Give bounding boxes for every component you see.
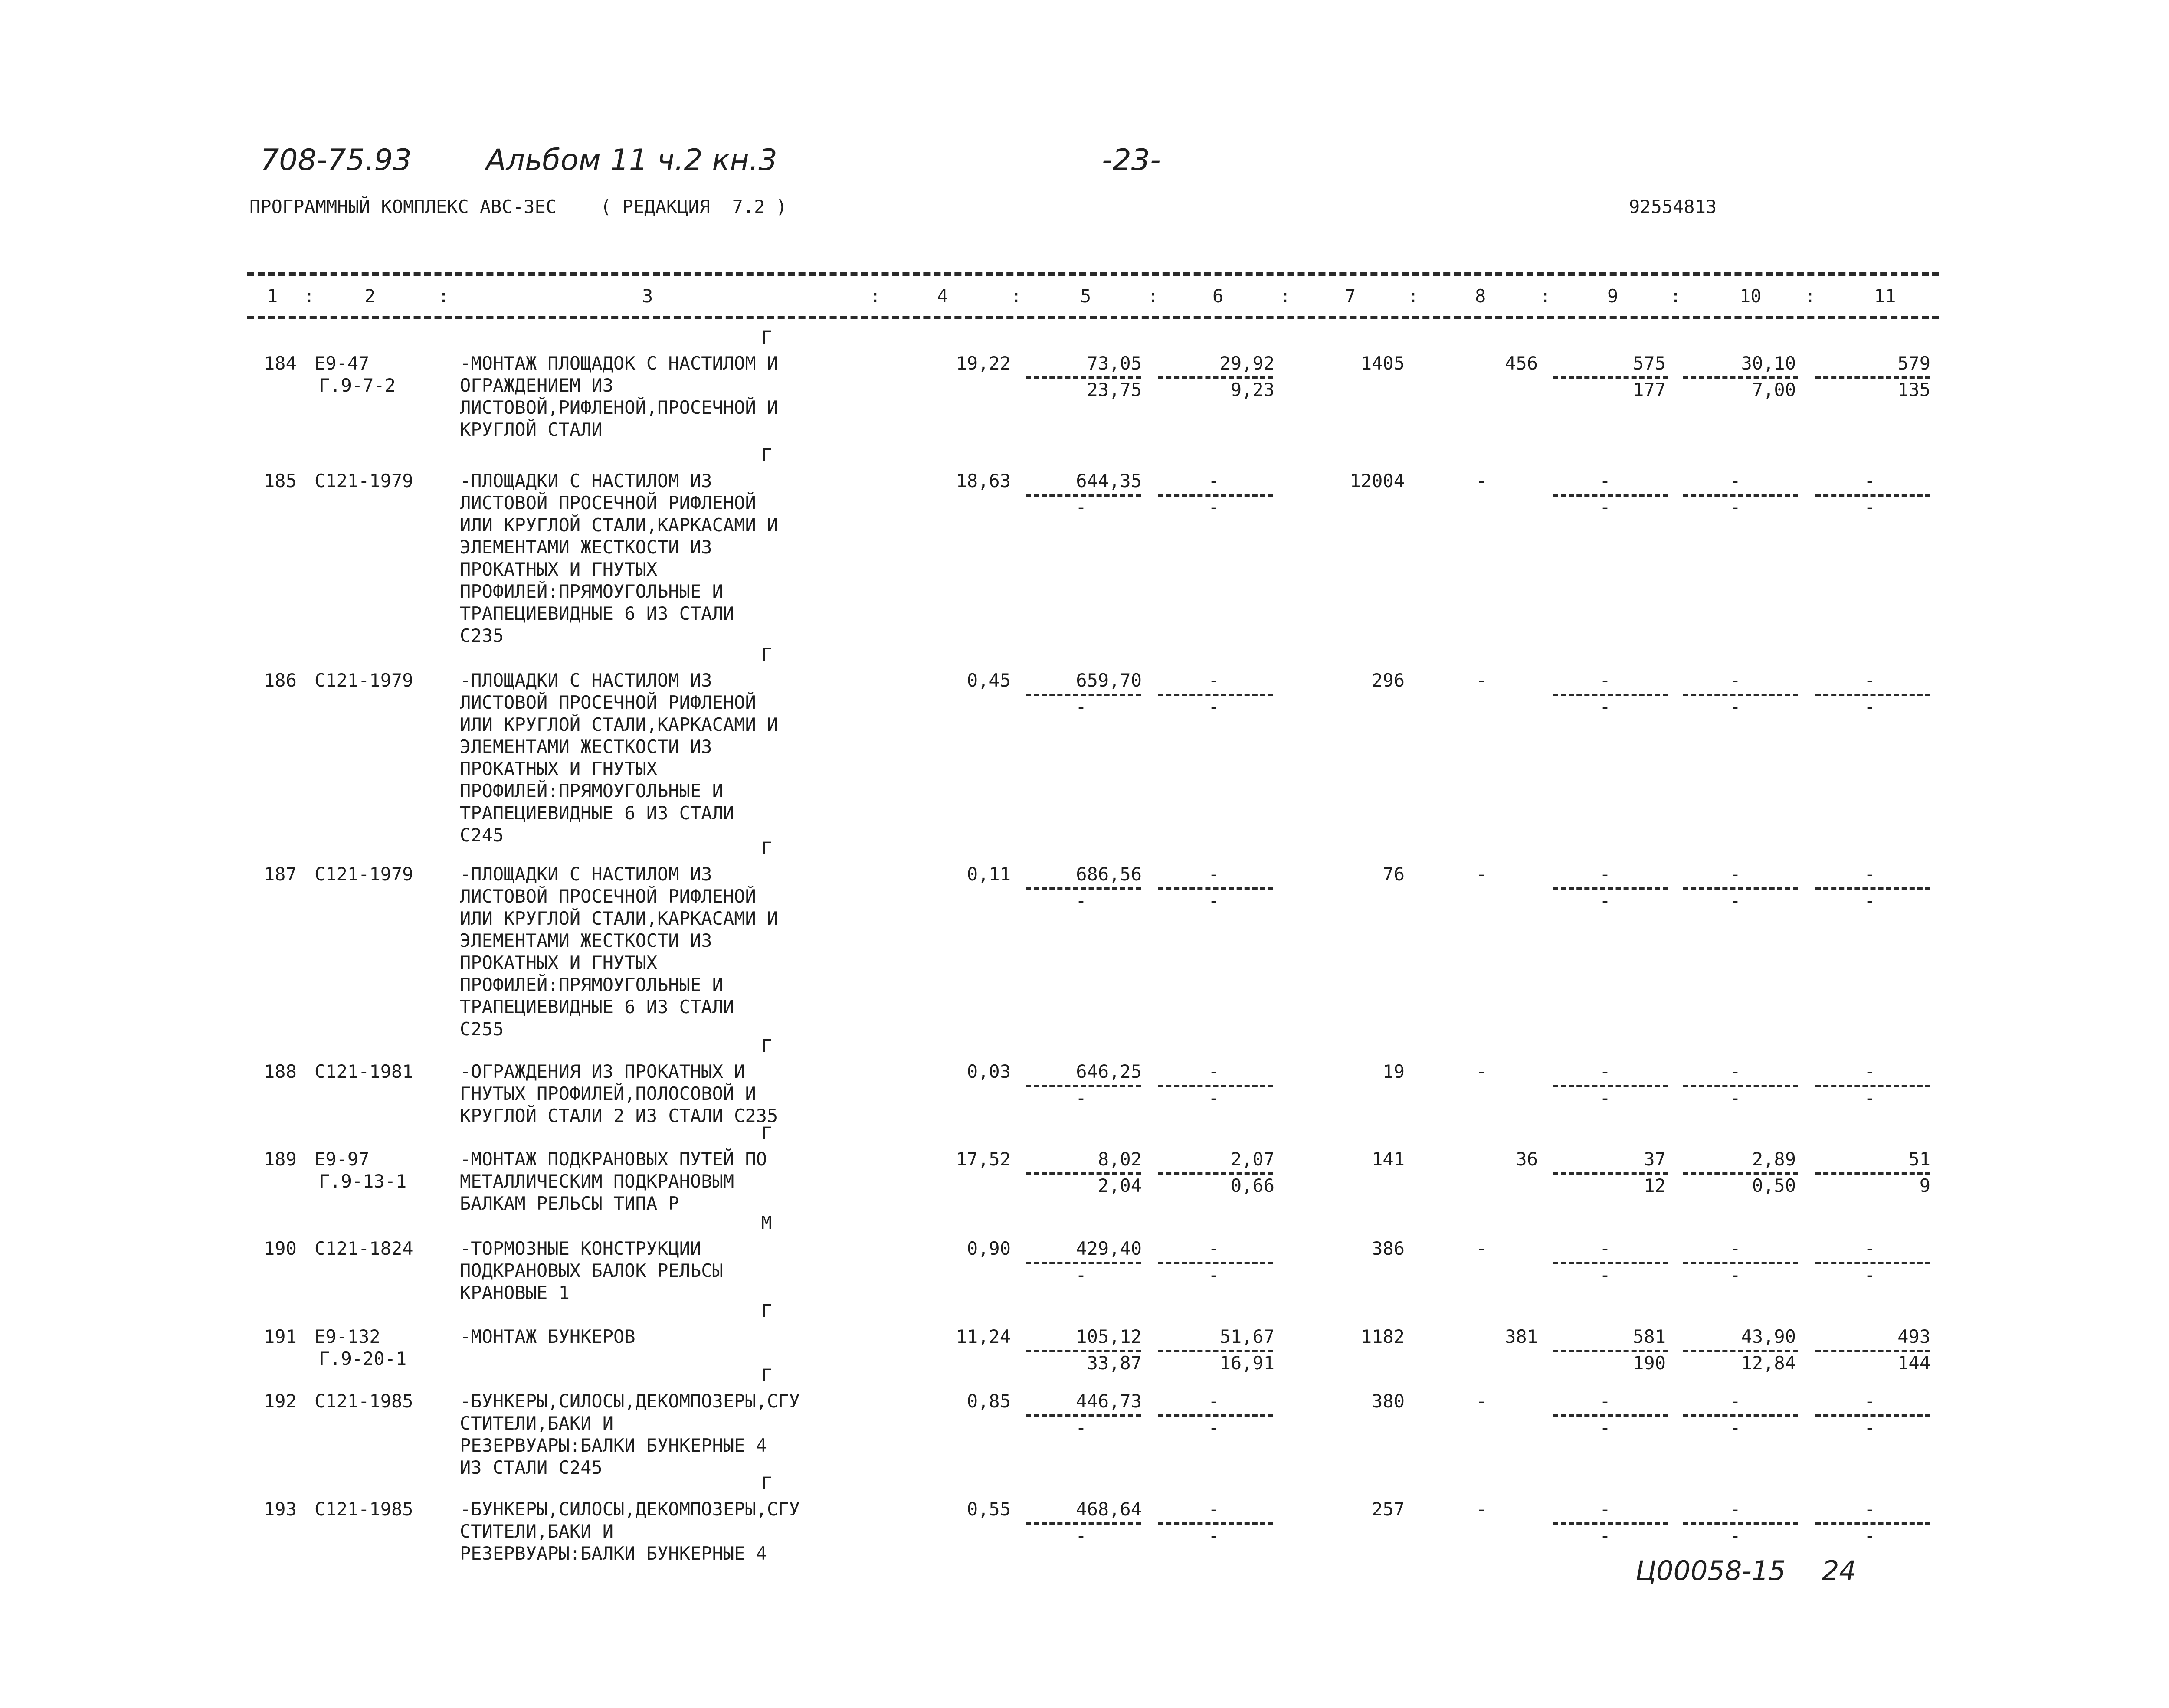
cell-c6: - xyxy=(1208,1391,1219,1412)
cell-c9-secondary: - xyxy=(1599,1264,1611,1286)
cell-c9-secondary: 190 xyxy=(1633,1352,1666,1374)
cell-c5-secondary: 33,87 xyxy=(1087,1352,1142,1374)
cell-c9: 37 xyxy=(1644,1148,1666,1170)
cell-c7: 1405 xyxy=(1360,353,1405,374)
column-header-2: 2 xyxy=(364,285,376,307)
cell-c9: - xyxy=(1599,1238,1611,1259)
column-header-9: 9 xyxy=(1607,285,1619,307)
cell-c5: 8,02 xyxy=(1098,1148,1142,1170)
row-type-mark: Г xyxy=(761,1036,772,1056)
column-separator: : xyxy=(304,285,315,307)
cell-c9: 581 xyxy=(1633,1326,1666,1347)
cell-c5: 646,25 xyxy=(1076,1061,1142,1082)
row-type-mark: Г xyxy=(761,1301,772,1321)
program-title: ПРОГРАММНЫЙ КОМПЛЕКС АВС-3ЕС ( РЕДАКЦИЯ 7.2 ) xyxy=(249,196,787,217)
cell-c5-secondary: - xyxy=(1075,1264,1087,1286)
cell-c8: - xyxy=(1476,1061,1487,1082)
column-header-11: 11 xyxy=(1874,285,1896,307)
cell-c5-secondary: - xyxy=(1075,1525,1087,1546)
row-description: -ОГРАЖДЕНИЯ ИЗ ПРОКАТНЫХ И ГНУТЫХ ПРОФИЛЕЙ,ПОЛОСОВОЙ И КРУГЛОЙ СТАЛИ 2 ИЗ СТАЛИ С235 xyxy=(460,1061,778,1126)
cell-c5-secondary: - xyxy=(1075,696,1087,717)
cell-c7: 296 xyxy=(1372,670,1405,691)
column-separator: : xyxy=(1280,285,1291,307)
cell-c6-secondary: - xyxy=(1208,1525,1219,1546)
cell-c6: - xyxy=(1208,1238,1219,1259)
cell-c5-secondary: - xyxy=(1075,497,1087,518)
cell-c8: - xyxy=(1476,1238,1487,1259)
cell-c11-secondary: - xyxy=(1864,1087,1875,1109)
row-number: 189 xyxy=(264,1148,297,1170)
cell-c5-secondary: - xyxy=(1075,1417,1087,1438)
cell-c9-secondary: - xyxy=(1599,1087,1611,1109)
row-description: -ПЛОЩАДКИ С НАСТИЛОМ ИЗ ЛИСТОВОЙ ПРОСЕЧНОЙ РИФЛЕНОЙ ИЛИ КРУГЛОЙ СТАЛИ,КАРКАСАМИ И ЭЛЕМЕНТАМИ ЖЕСТКОСТИ ИЗ ПРОКАТНЫХ И ГНУТЫХ ПРОФИЛЕЙ:ПРЯМОУГОЛЬНЫЕ И ТРАПЕЦИЕВИДНЫЕ 6 ИЗ СТАЛИ С255 xyxy=(460,864,778,1040)
cell-c4: 0,85 xyxy=(967,1391,1011,1412)
cell-c7: 380 xyxy=(1372,1391,1405,1412)
cell-c5-secondary: 23,75 xyxy=(1087,379,1142,400)
cell-c7: 1182 xyxy=(1360,1326,1405,1347)
cell-c6-secondary: - xyxy=(1208,1087,1219,1109)
row-code: Е9-97 xyxy=(315,1148,370,1170)
cell-c11-secondary: 135 xyxy=(1897,379,1930,400)
cell-c8: 456 xyxy=(1505,353,1538,374)
column-header-3: 3 xyxy=(642,285,653,307)
row-number: 190 xyxy=(264,1238,297,1259)
row-number: 188 xyxy=(264,1061,297,1082)
cell-c7: 19 xyxy=(1383,1061,1405,1082)
row-type-mark: Г xyxy=(761,839,772,859)
cell-c10: - xyxy=(1730,864,1741,885)
cell-c7: 76 xyxy=(1383,864,1405,885)
row-description: -МОНТАЖ ПЛОЩАДОК С НАСТИЛОМ И ОГРАЖДЕНИЕМ ИЗ ЛИСТОВОЙ,РИФЛЕНОЙ,ПРОСЕЧНОЙ И КРУГЛОЙ СТАЛИ xyxy=(460,353,778,440)
cell-c8: 381 xyxy=(1505,1326,1538,1347)
cell-c11-secondary: 9 xyxy=(1919,1175,1930,1196)
row-description: -ПЛОЩАДКИ С НАСТИЛОМ ИЗ ЛИСТОВОЙ ПРОСЕЧНОЙ РИФЛЕНОЙ ИЛИ КРУГЛОЙ СТАЛИ,КАРКАСАМИ И ЭЛЕМЕНТАМИ ЖЕСТКОСТИ ИЗ ПРОКАТНЫХ И ГНУТЫХ ПРОФИЛЕЙ:ПРЯМОУГОЛЬНЫЕ И ТРАПЕЦИЕВИДНЫЕ 6 ИЗ СТАЛИ С245 xyxy=(460,670,778,846)
cell-c4: 18,63 xyxy=(956,470,1011,491)
cell-c9: - xyxy=(1599,1391,1611,1412)
cell-c9-secondary: - xyxy=(1599,1525,1611,1546)
cell-c10: - xyxy=(1730,1061,1741,1082)
cell-c10-secondary: - xyxy=(1730,1525,1741,1546)
row-code-secondary: Г.9-13-1 xyxy=(319,1171,407,1192)
column-header-5: 5 xyxy=(1080,285,1091,307)
cell-c11-secondary: - xyxy=(1864,1417,1875,1438)
cell-c8: - xyxy=(1476,470,1487,491)
cell-c11: - xyxy=(1864,670,1875,691)
column-header-8: 8 xyxy=(1475,285,1486,307)
cell-c5: 105,12 xyxy=(1076,1326,1142,1347)
cell-c9: - xyxy=(1599,670,1611,691)
row-code: С121-1985 xyxy=(315,1499,413,1520)
cell-c10: 43,90 xyxy=(1741,1326,1796,1347)
cell-c11: - xyxy=(1864,1391,1875,1412)
cell-c10-secondary: - xyxy=(1730,1264,1741,1286)
cell-c11: - xyxy=(1864,1499,1875,1520)
table-top-rule xyxy=(247,272,1939,276)
column-separator: : xyxy=(870,285,881,307)
cell-c4: 0,03 xyxy=(967,1061,1011,1082)
row-type-mark: Г xyxy=(761,445,772,465)
cell-c5: 644,35 xyxy=(1076,470,1142,491)
handwritten-stamp: Ц00058-15 xyxy=(1635,1555,1786,1587)
handwritten-album-label: Альбом 11 ч.2 кн.3 xyxy=(486,143,777,177)
cell-c10-secondary: - xyxy=(1730,497,1741,518)
handwritten-sheet-number: 24 xyxy=(1822,1555,1856,1587)
cell-c6-secondary: 9,23 xyxy=(1230,379,1275,400)
cell-c6-secondary: 0,66 xyxy=(1230,1175,1275,1196)
cell-c11: 51 xyxy=(1908,1148,1930,1170)
cell-c4: 0,55 xyxy=(967,1499,1011,1520)
cell-c8: - xyxy=(1476,670,1487,691)
handwritten-page-number: -23- xyxy=(1102,143,1161,177)
cell-c6: - xyxy=(1208,670,1219,691)
column-separator: : xyxy=(1540,285,1551,307)
cell-c10-secondary: - xyxy=(1730,890,1741,911)
cell-c8: 36 xyxy=(1516,1148,1538,1170)
column-header-10: 10 xyxy=(1740,285,1762,307)
row-number: 186 xyxy=(264,670,297,691)
document-number: 92554813 xyxy=(1629,196,1717,217)
cell-c5: 446,73 xyxy=(1076,1391,1142,1412)
row-type-mark: Г xyxy=(761,328,772,348)
column-separator: : xyxy=(1670,285,1681,307)
cell-c9-secondary: - xyxy=(1599,1417,1611,1438)
cell-c9: - xyxy=(1599,1061,1611,1082)
cell-c10: - xyxy=(1730,1499,1741,1520)
cell-c4: 17,52 xyxy=(956,1148,1011,1170)
cell-c4: 0,11 xyxy=(967,864,1011,885)
cell-c11-secondary: - xyxy=(1864,1525,1875,1546)
cell-c6: 2,07 xyxy=(1230,1148,1275,1170)
cell-c10-secondary: 12,84 xyxy=(1741,1352,1796,1374)
cell-c9-secondary: 12 xyxy=(1644,1175,1666,1196)
cell-c4: 0,90 xyxy=(967,1238,1011,1259)
row-number: 193 xyxy=(264,1499,297,1520)
cell-c6: 51,67 xyxy=(1219,1326,1275,1347)
column-separator: : xyxy=(1147,285,1159,307)
table-header-rule xyxy=(247,316,1939,319)
cell-c10: 30,10 xyxy=(1741,353,1796,374)
cell-c10-secondary: - xyxy=(1730,1417,1741,1438)
cell-c9-secondary: - xyxy=(1599,497,1611,518)
cell-c9-secondary: - xyxy=(1599,890,1611,911)
row-code-secondary: Г.9-7-2 xyxy=(319,375,396,396)
row-number: 185 xyxy=(264,470,297,491)
cell-c5: 686,56 xyxy=(1076,864,1142,885)
cell-c9: - xyxy=(1599,864,1611,885)
cell-c11: 579 xyxy=(1897,353,1930,374)
cell-c9: - xyxy=(1599,470,1611,491)
row-type-mark: Г xyxy=(761,1366,772,1386)
row-number: 187 xyxy=(264,864,297,885)
cell-c11-secondary: - xyxy=(1864,1264,1875,1286)
cell-c4: 0,45 xyxy=(967,670,1011,691)
row-type-mark: Г xyxy=(761,1124,772,1144)
cell-c8: - xyxy=(1476,1499,1487,1520)
row-number: 192 xyxy=(264,1391,297,1412)
cell-c11-secondary: - xyxy=(1864,890,1875,911)
cell-c7: 257 xyxy=(1372,1499,1405,1520)
column-header-4: 4 xyxy=(937,285,948,307)
cell-c10-secondary: 0,50 xyxy=(1752,1175,1796,1196)
cell-c11: - xyxy=(1864,1061,1875,1082)
column-separator: : xyxy=(1408,285,1419,307)
cell-c11: - xyxy=(1864,864,1875,885)
cell-c8: - xyxy=(1476,864,1487,885)
handwritten-document-code: 708-75.93 xyxy=(260,143,412,177)
cell-c6: - xyxy=(1208,470,1219,491)
cell-c6-secondary: - xyxy=(1208,1264,1219,1286)
cell-c11-secondary: 144 xyxy=(1897,1352,1930,1374)
cell-c9: 575 xyxy=(1633,353,1666,374)
cell-c6-secondary: - xyxy=(1208,497,1219,518)
cell-c5-secondary: - xyxy=(1075,890,1087,911)
row-code: С121-1979 xyxy=(315,670,413,691)
cell-c10: 2,89 xyxy=(1752,1148,1796,1170)
cell-c10-secondary: - xyxy=(1730,696,1741,717)
row-description: -МОНТАЖ ПОДКРАНОВЫХ ПУТЕЙ ПО МЕТАЛЛИЧЕСКИМ ПОДКРАНОВЫМ БАЛКАМ РЕЛЬСЫ ТИПА Р xyxy=(460,1148,767,1214)
cell-c5: 468,64 xyxy=(1076,1499,1142,1520)
cell-c11: - xyxy=(1864,1238,1875,1259)
cell-c6: 29,92 xyxy=(1219,353,1275,374)
cell-c6-secondary: - xyxy=(1208,1417,1219,1438)
row-description: -БУНКЕРЫ,СИЛОСЫ,ДЕКОМПОЗЕРЫ,СГУ СТИТЕЛИ,БАКИ И РЕЗЕРВУАРЫ:БАЛКИ БУНКЕРНЫЕ 4 ИЗ СТАЛИ С245 xyxy=(460,1391,800,1478)
column-header-1: 1 xyxy=(267,285,278,307)
cell-c9: - xyxy=(1599,1499,1611,1520)
cell-c10: - xyxy=(1730,1391,1741,1412)
row-description: -БУНКЕРЫ,СИЛОСЫ,ДЕКОМПОЗЕРЫ,СГУ СТИТЕЛИ,БАКИ И РЕЗЕРВУАРЫ:БАЛКИ БУНКЕРНЫЕ 4 xyxy=(460,1499,800,1564)
column-header-6: 6 xyxy=(1212,285,1224,307)
cell-c4: 11,24 xyxy=(956,1326,1011,1347)
cell-c9-secondary: - xyxy=(1599,696,1611,717)
row-number: 191 xyxy=(264,1326,297,1347)
row-code: Е9-47 xyxy=(315,353,370,374)
row-description: -МОНТАЖ БУНКЕРОВ xyxy=(460,1326,636,1347)
cell-c6-secondary: - xyxy=(1208,696,1219,717)
cell-c6: - xyxy=(1208,1499,1219,1520)
cell-c10: - xyxy=(1730,1238,1741,1259)
cell-c9-secondary: 177 xyxy=(1633,379,1666,400)
cell-c6: - xyxy=(1208,864,1219,885)
row-code: Е9-132 xyxy=(315,1326,380,1347)
row-type-mark: Г xyxy=(761,645,772,665)
cell-c5: 429,40 xyxy=(1076,1238,1142,1259)
row-type-mark: Г xyxy=(761,1474,772,1494)
row-description: -ТОРМОЗНЫЕ КОНСТРУКЦИИ ПОДКРАНОВЫХ БАЛОК РЕЛЬСЫ КРАНОВЫЕ 1 xyxy=(460,1238,723,1303)
row-description: -ПЛОЩАДКИ С НАСТИЛОМ ИЗ ЛИСТОВОЙ ПРОСЕЧНОЙ РИФЛЕНОЙ ИЛИ КРУГЛОЙ СТАЛИ,КАРКАСАМИ И ЭЛЕМЕНТАМИ ЖЕСТКОСТИ ИЗ ПРОКАТНЫХ И ГНУТЫХ ПРОФИЛЕЙ:ПРЯМОУГОЛЬНЫЕ И ТРАПЕЦИЕВИДНЫЕ 6 ИЗ СТАЛИ С235 xyxy=(460,470,778,646)
cell-c5-secondary: 2,04 xyxy=(1098,1175,1142,1196)
row-code: С121-1981 xyxy=(315,1061,413,1082)
column-separator: : xyxy=(438,285,449,307)
cell-c10: - xyxy=(1730,670,1741,691)
cell-c11-secondary: - xyxy=(1864,497,1875,518)
cell-c10-secondary: - xyxy=(1730,1087,1741,1109)
row-code-secondary: Г.9-20-1 xyxy=(319,1348,407,1369)
cell-c7: 12004 xyxy=(1350,470,1405,491)
cell-c11: 493 xyxy=(1897,1326,1930,1347)
cell-c7: 386 xyxy=(1372,1238,1405,1259)
column-header-7: 7 xyxy=(1345,285,1356,307)
row-code: С121-1979 xyxy=(315,470,413,491)
cell-c5-secondary: - xyxy=(1075,1087,1087,1109)
row-code: С121-1979 xyxy=(315,864,413,885)
cell-c6-secondary: - xyxy=(1208,890,1219,911)
column-separator: : xyxy=(1805,285,1816,307)
cell-c4: 19,22 xyxy=(956,353,1011,374)
cell-c5: 73,05 xyxy=(1087,353,1142,374)
cell-c11: - xyxy=(1864,470,1875,491)
row-code: С121-1824 xyxy=(315,1238,413,1259)
cell-c8: - xyxy=(1476,1391,1487,1412)
cell-c6-secondary: 16,91 xyxy=(1219,1352,1275,1374)
cell-c6: - xyxy=(1208,1061,1219,1082)
cell-c7: 141 xyxy=(1372,1148,1405,1170)
row-number: 184 xyxy=(264,353,297,374)
cell-c10-secondary: 7,00 xyxy=(1752,379,1796,400)
column-separator: : xyxy=(1011,285,1022,307)
cell-c11-secondary: - xyxy=(1864,696,1875,717)
row-type-mark: М xyxy=(761,1213,772,1233)
cell-c5: 659,70 xyxy=(1076,670,1142,691)
row-code: С121-1985 xyxy=(315,1391,413,1412)
cell-c10: - xyxy=(1730,470,1741,491)
